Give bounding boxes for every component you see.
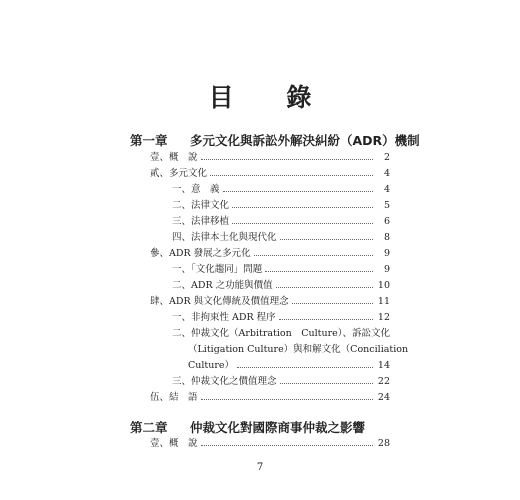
leader-dots	[254, 255, 373, 256]
toc-entry[interactable]	[172, 280, 390, 292]
toc-entry-page: 6	[383, 216, 390, 227]
leader-dots	[265, 271, 373, 272]
leader-dots	[201, 159, 373, 160]
toc-entry-label: 肆、ADR 與文化傳統及價值理念	[150, 296, 289, 307]
toc-entry-label: 壹、概 說	[150, 152, 198, 163]
toc-entry-label-line2[interactable]: （Litigation Culture）與和解文化（Conciliation	[188, 344, 409, 355]
toc-entry-label: 參、ADR 發展之多元化	[150, 248, 251, 259]
leader-dots	[280, 383, 373, 384]
toc-entry-label-line1[interactable]: 二、仲裁文化（Arbitration Culture）、訴訟文化	[172, 328, 391, 339]
leader-dots	[292, 303, 373, 304]
chapter-number: 第二章	[130, 420, 168, 435]
leader-dots	[210, 175, 373, 176]
toc-entry[interactable]	[150, 438, 390, 450]
toc-entry-page: 2	[383, 152, 390, 163]
toc-entry-page: 4	[383, 168, 390, 179]
toc-entry-page: 9	[383, 264, 390, 275]
chapter-heading	[130, 418, 365, 436]
leader-dots	[276, 287, 373, 288]
leader-dots	[232, 223, 373, 224]
toc-entry-label: 三、仲裁文化之價值理念	[172, 376, 277, 387]
toc-entry-label: 一、非拘束性 ADR 程序	[172, 312, 276, 323]
toc-entry[interactable]	[150, 152, 390, 164]
page-number: 7	[256, 462, 264, 473]
chapter-title: 多元文化與訴訟外解決糾紛（ADR）機制	[190, 133, 420, 148]
page-title: 目 錄	[208, 83, 334, 112]
toc-entry-label: 貳、多元文化	[150, 168, 208, 179]
leader-dots	[280, 239, 373, 240]
toc-entry[interactable]	[172, 216, 390, 228]
leader-dots	[237, 367, 373, 368]
toc-entry[interactable]	[150, 168, 390, 180]
toc-entry[interactable]	[172, 184, 390, 196]
toc-entry[interactable]	[172, 264, 390, 276]
toc-entry-page: 5	[383, 200, 390, 211]
toc-entry-page: 12	[377, 312, 390, 323]
toc-entry-label: 一、意 義	[172, 184, 220, 195]
chapter-title: 仲裁文化對國際商事仲裁之影響	[190, 420, 366, 435]
toc-entry-page: 10	[377, 280, 390, 291]
toc-entry[interactable]	[188, 360, 390, 372]
toc-entry[interactable]	[172, 200, 390, 212]
toc-entry[interactable]	[172, 232, 390, 244]
toc-entry-label: 二、法律文化	[172, 200, 230, 211]
leader-dots	[201, 399, 373, 400]
toc-entry-label: 四、法律本土化與現代化	[172, 232, 277, 243]
toc-entry[interactable]	[150, 296, 390, 308]
leader-dots	[223, 191, 373, 192]
toc-entry-page: 28	[377, 438, 390, 449]
toc-entry[interactable]	[150, 248, 390, 260]
toc-entry-label-line3: Culture）	[188, 360, 235, 371]
leader-dots	[279, 319, 373, 320]
toc-entry-page: 14	[377, 360, 390, 371]
toc-entry-label: 三、法律移植	[172, 216, 230, 227]
toc-entry-page: 4	[383, 184, 390, 195]
toc-entry-page: 9	[383, 248, 390, 259]
chapter-heading	[130, 131, 420, 149]
chapter-number: 第一章	[130, 133, 168, 148]
toc-entry-label: 二、ADR 之功能與價值	[172, 280, 273, 291]
toc-entry[interactable]	[172, 312, 390, 324]
toc-entry[interactable]	[150, 392, 390, 404]
toc-entry-page: 8	[383, 232, 390, 243]
toc-entry-label: 伍、結 語	[150, 392, 198, 403]
toc-entry-label: 壹、概 說	[150, 438, 198, 449]
toc-entry-page: 24	[377, 392, 390, 403]
toc-entry-label: 一、「文化趨同」問題	[172, 264, 263, 275]
toc-entry[interactable]	[172, 376, 390, 388]
leader-dots	[232, 207, 373, 208]
toc-entry-page: 22	[377, 376, 390, 387]
leader-dots	[201, 445, 373, 446]
toc-entry-page: 11	[377, 296, 390, 307]
